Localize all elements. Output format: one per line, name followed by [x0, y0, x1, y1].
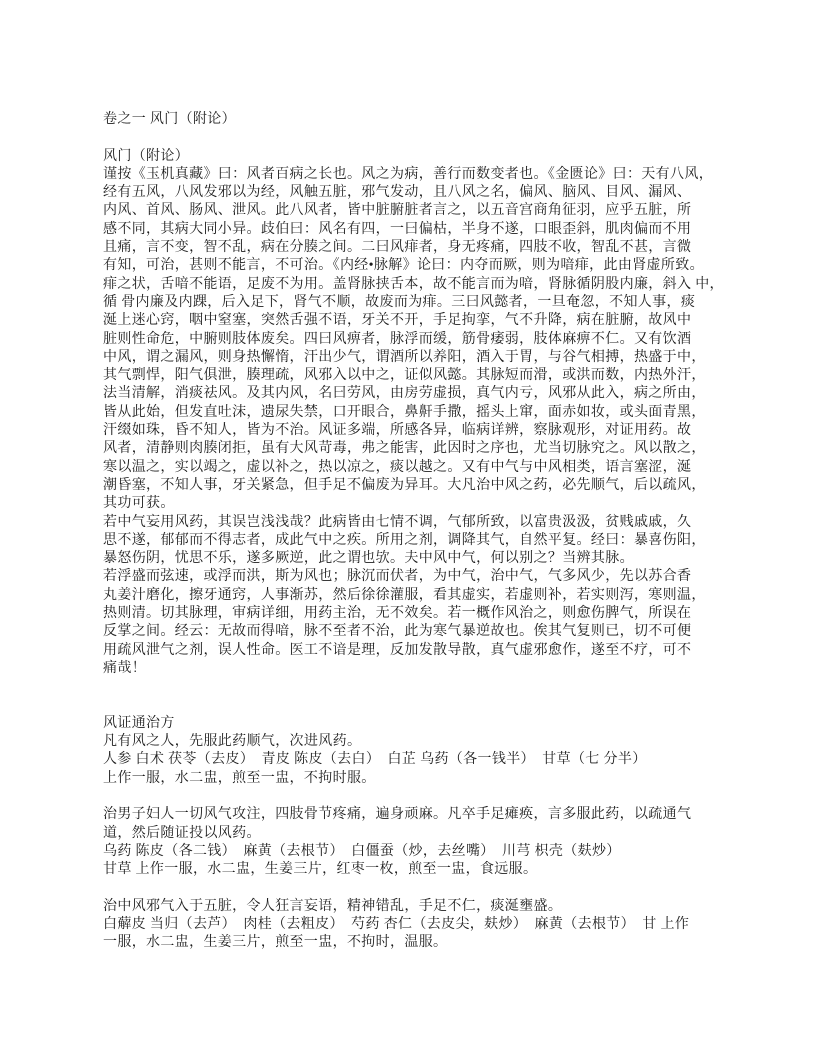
text-line: 皆从此始，但发直吐沫，遗尿失禁，口开眼合，鼻鼾手撒，摇头上窜，面赤如妆，或头面青黑， [103, 404, 706, 420]
text-line: 谨按《玉机真藏》曰：风者百病之长也。风之为病，善行而数变者也。《金匮论》曰：天有八风， [103, 166, 714, 182]
text-line: 道，然后随证投以风药。 [103, 825, 261, 841]
text-line: 一服，水二盅，生姜三片，煎至一盅，不拘时，温服。 [103, 935, 448, 951]
text-line: 脏则性命危，中腑则肢体废矣。四曰风痹者，脉浮而缓，筋骨痿弱，肢体麻痹不仁。又有饮酒 [103, 331, 692, 347]
text-line: 甘草 上作一服，水二盅，生姜三片，红枣一枚，煎至一盅，食远服。 [103, 862, 538, 878]
blank-line [103, 678, 720, 696]
text-line: 痱之状，舌喑不能语，足废不为用。盖肾脉挟舌本，故不能言而为喑，肾脉循阴股内廉，斜入 中， [103, 276, 724, 292]
text-line: 用疏风泄气之剂，误人性命。医工不谙是理，反加发散导散，真气虚邪愈作，遂至不疗，可不 [103, 642, 692, 658]
text-line: 风者，清静则肉腠闭拒，虽有大风苛毒，弗之能害，此因时之序也，尤当切脉究之。风以散之， [103, 441, 706, 457]
text-line: 乌药 陈皮（各二钱） 麻黄（去根节） 白僵蚕（炒，去丝嘴） 川芎 枳壳（麸炒） [103, 843, 621, 859]
blank-line [103, 788, 720, 806]
blank-line [103, 879, 720, 897]
text-line: 若中气妄用风药，其误岂浅浅哉？此病皆由七情不调，气郁所致，以富贵汲汲，贫贱戚戚，久 [103, 514, 692, 530]
text-line: 其气剽悍，阳气俱泄，腠理疏，风邪入以中之，证似风懿。其脉短而滑，或洪而数，内热外汗， [103, 368, 706, 384]
text-line: 暴怒伤阴，忧思不乐，遂多厥逆，此之谓也欤。夫中风中气，何以别之？当辨其脉。 [103, 551, 634, 567]
text-line: 痛哉！ [103, 660, 147, 676]
text-line: 治中风邪气入于五脏，令人狂言妄语，精神错乱，手足不仁，痰涎壅盛。 [103, 898, 563, 914]
text-line: 思不遂，郁郁而不得志者，成此气中之疾。所用之剂，调降其气，自然平复。经曰：暴喜伤阳， [103, 532, 706, 548]
text-line: 循 骨内廉及内踝，后入足下，肾气不顺，故废而为痱。三曰风懿者，一旦奄忽，不知人事，痰 [103, 294, 696, 310]
text-line: 汗缀如珠，昏不知人，皆为不治。风证多端，所感各异，临病详辨，察脉观形，对证用药。故 [103, 423, 692, 439]
blank-line [103, 129, 720, 147]
text-line: 风门（附论） [103, 148, 190, 164]
text-line: 经有五风，八风发邪以为经，风触五脏，邪气发动，且八风之名，偏风、脑风、目风、漏风、 [103, 185, 692, 201]
text-line: 凡有风之人，先服此药顺气，次进风药。 [103, 734, 362, 750]
text-line: 潮昏塞，不知人事，牙关紧急，但手足不偏废为异耳。大凡治中风之药，必先顺气，后以疏风， [103, 477, 706, 493]
text-line: 内风、首风、肠风、泄风。此八风者，皆中脏腑脏者言之，以五音宫商角征羽，应乎五脏，所 [103, 203, 692, 219]
text-line: 上作一服，水二盅，煎至一盅，不拘时服。 [103, 770, 376, 786]
text-line: 且痛，言不变，智不乱，病在分腠之间。二曰风痱者，身无疼痛，四肢不收，智乱不甚，言微 [103, 240, 692, 256]
text-line: 法当清解，消痰祛风。及其内风，名曰劳风，由房劳虚损，真气内亏，风邪从此入，病之所由， [103, 386, 706, 402]
text-line: 丸姜汁磨化，擦牙通窍，人事渐苏，然后徐徐灌服，看其虚实，若虚则补，若实则泻，寒则温， [103, 587, 706, 603]
text-line: 其功可获。 [103, 496, 175, 512]
text-line: 热则清。切其脉理，审病详细，用药主治，无不效矣。若一概作风治之，则愈伤脾气，所误在 [103, 606, 692, 622]
text-line: 寒以温之，实以竭之，虚以补之，热以凉之，痰以越之。又有中气与中风相类，语言塞涩，涎 [103, 459, 692, 475]
text-line: 治男子妇人一切风气攻注，四肢骨节疼痛，遍身顽麻。凡卒手足瘫痪，言多服此药，以疏通气 [103, 807, 692, 823]
page-title: 卷之一 风门（附论） [103, 112, 236, 127]
text-line: 有知，可治，甚则不能言，不可治。《内经•脉解》论曰：内夺而厥，则为喑痱，此由肾虚所致。 [103, 258, 704, 274]
text-line: 感不同，其病大同小异。歧伯曰：风名有四，一曰偏枯，半身不遂，口眼歪斜，肌肉偏而不用 [103, 221, 692, 237]
text-line: 白薢皮 当归（去芦） 肉桂（去粗皮） 芍药 杏仁（去皮尖，麸炒） 麻黄（去根节） 甘 上作 [103, 917, 690, 933]
text-line: 若浮盛而弦速，或浮而洪，斯为风也；脉沉而伏者，为中气，治中气，气多风少，先以苏合香 [103, 569, 692, 585]
blank-line [103, 697, 720, 715]
text-line: 涎上迷心窍，咽中窒塞，突然舌强不语，牙关不开，手足拘挛，气不升降，病在脏腑，故风中 [103, 313, 692, 329]
text-line: 反掌之间。经云：无故而得喑，脉不至者不治，此为寒气暴逆故也。俟其气复则已，切不可便 [103, 624, 692, 640]
document-body [103, 129, 724, 952]
text-line: 人参 白术 茯苓（去皮） 青皮 陈皮（去白） 白芷 乌药（各一钱半） 甘草（七 分半） [103, 752, 647, 768]
text-line: 风证通治方 [103, 715, 175, 731]
text-line: 中风，谓之漏风，则身热懈惰，汗出少气，谓酒所以养阳，酒入于胃，与谷气相搏，热盛于中， [103, 349, 706, 365]
